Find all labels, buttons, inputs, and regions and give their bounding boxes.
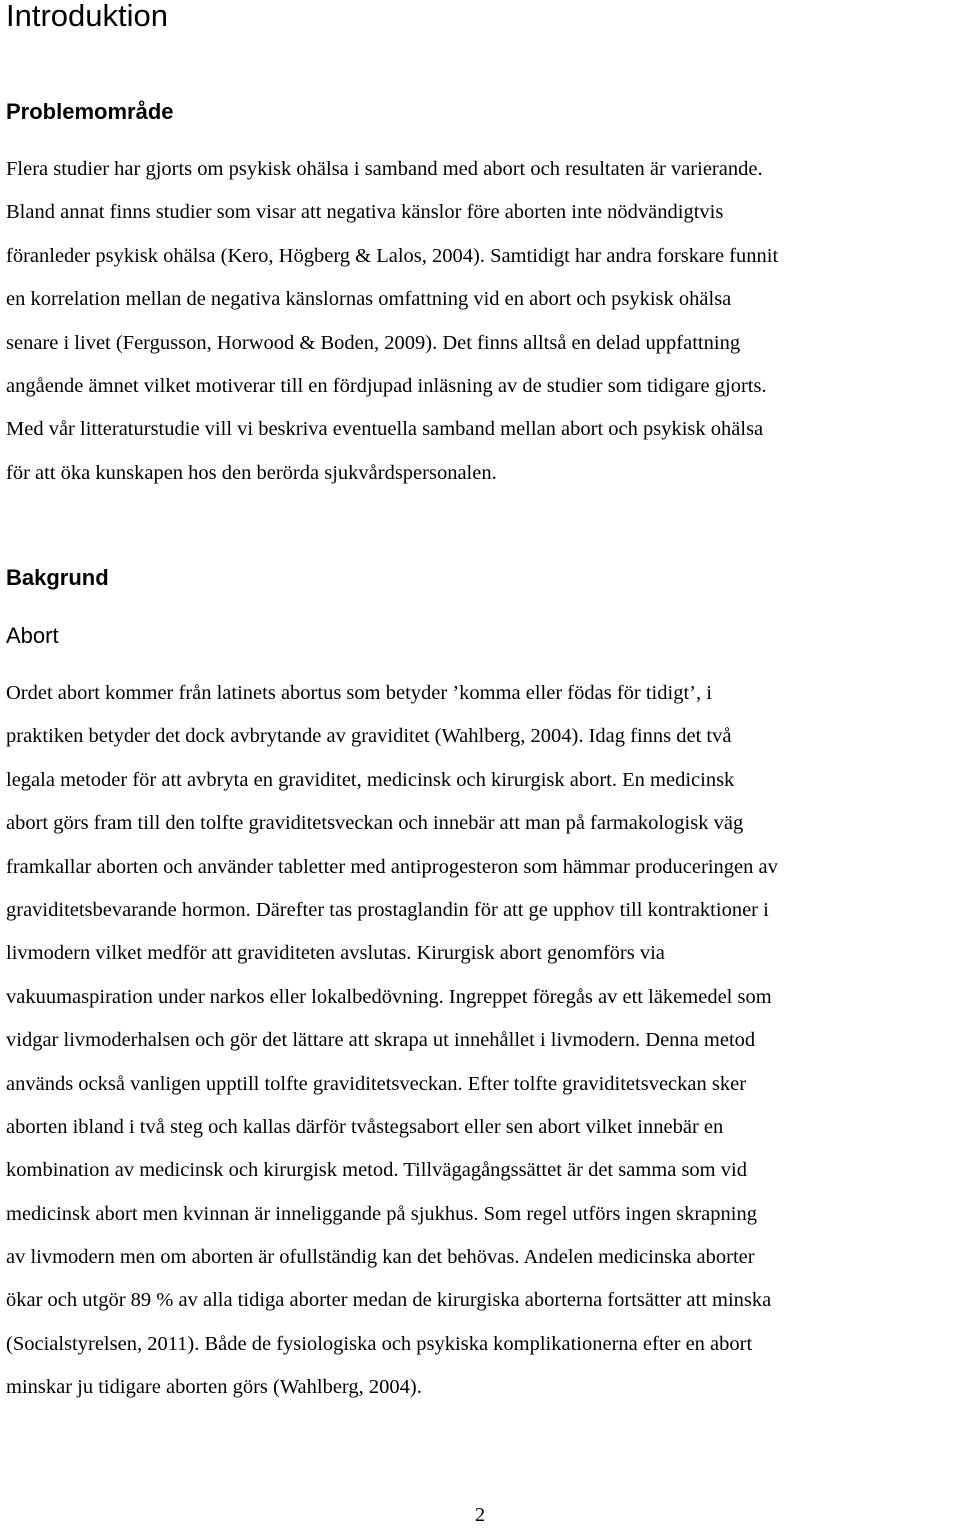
paragraph-abort bbox=[6, 672, 778, 1410]
text-line: graviditetsbevarande hormon. Därefter tas prostaglandin för att ge upphov till kontraktioner i bbox=[6, 898, 769, 921]
text-line: vakuumaspiration under narkos eller lokalbedövning. Ingreppet föregås av ett läkemedel som bbox=[6, 985, 772, 1008]
text-line: aborten ibland i två steg och kallas därför tvåstegsabort eller sen abort vilket innebär en bbox=[6, 1115, 724, 1138]
text-line: ökar och utgör 89 % av alla tidiga aborter medan de kirurgiska aborterna fortsätter att minska bbox=[6, 1289, 772, 1312]
text-line: vidgar livmoderhalsen och gör det lättare att skrapa ut innehållet i livmodern. Denna metod bbox=[6, 1029, 756, 1052]
page-number: 2 bbox=[474, 1504, 486, 1526]
section-heading-background: Bakgrund bbox=[6, 565, 109, 590]
text-line: av livmodern men om aborten är ofullständig kan det behövas. Andelen medicinska aborter bbox=[6, 1246, 755, 1269]
chapter-title: Introduktion bbox=[6, 0, 168, 33]
text-line: medicinsk abort men kvinnan är inneliggande på sjukhus. Som regel utförs ingen skrapning bbox=[6, 1202, 757, 1225]
section-heading-problem: Problemområde bbox=[6, 99, 174, 124]
text-line: (Socialstyrelsen, 2011). Både de fysiologiska och psykiska komplikationerna efter en abort bbox=[6, 1332, 753, 1355]
text-line: Med vår litteraturstudie vill vi beskriva eventuella samband mellan abort och psykisk ohälsa bbox=[6, 418, 764, 441]
text-line: kombination av medicinsk och kirurgisk metod. Tillvägagångssättet är det samma som vid bbox=[6, 1159, 747, 1182]
text-line: framkallar aborten och använder tabletter med antiprogesteron som hämmar produceringen av bbox=[6, 855, 778, 878]
paragraph-problem bbox=[6, 148, 778, 495]
text-line: angående ämnet vilket motiverar till en fördjupad inläsning av de studier som tidigare gjorts. bbox=[6, 374, 767, 397]
text-line: legala metoder för att avbryta en graviditet, medicinsk och kirurgisk abort. En medicinsk bbox=[6, 768, 735, 791]
subheading-abort: Abort bbox=[6, 623, 59, 648]
text-line: för att öka kunskapen hos den berörda sjukvårdspersonalen. bbox=[6, 461, 497, 484]
text-line: praktiken betyder det dock avbrytande av graviditet (Wahlberg, 2004). Idag finns det två bbox=[6, 725, 732, 748]
text-line: en korrelation mellan de negativa känslornas omfattning vid en abort och psykisk ohälsa bbox=[6, 288, 732, 311]
text-line: minskar ju tidigare aborten görs (Wahlberg, 2004). bbox=[6, 1376, 422, 1399]
text-line: Ordet abort kommer från latinets abortus som betyder ’komma eller födas för tidigt’, i bbox=[6, 682, 712, 704]
text-line: föranleder psykisk ohälsa (Kero, Högberg & Lalos, 2004). Samtidigt har andra forskare funnit bbox=[6, 244, 779, 267]
text-line: Flera studier har gjorts om psykisk ohälsa i samband med abort och resultaten är varierande. bbox=[6, 158, 763, 180]
text-line: Bland annat finns studier som visar att negativa känslor före aborten inte nödvändigtvis bbox=[6, 201, 724, 224]
text-line: används också vanligen upptill tolfte graviditetsveckan. Efter tolfte graviditetsveckan sker bbox=[6, 1072, 747, 1095]
text-line: livmodern vilket medför att graviditeten avslutas. Kirurgisk abort genomförs via bbox=[6, 942, 665, 965]
text-line: senare i livet (Fergusson, Horwood & Boden, 2009). Det finns alltså en delad uppfattning bbox=[6, 331, 741, 354]
text-line: abort görs fram till den tolfte graviditetsveckan och innebär att man på farmakologisk väg bbox=[6, 812, 744, 835]
